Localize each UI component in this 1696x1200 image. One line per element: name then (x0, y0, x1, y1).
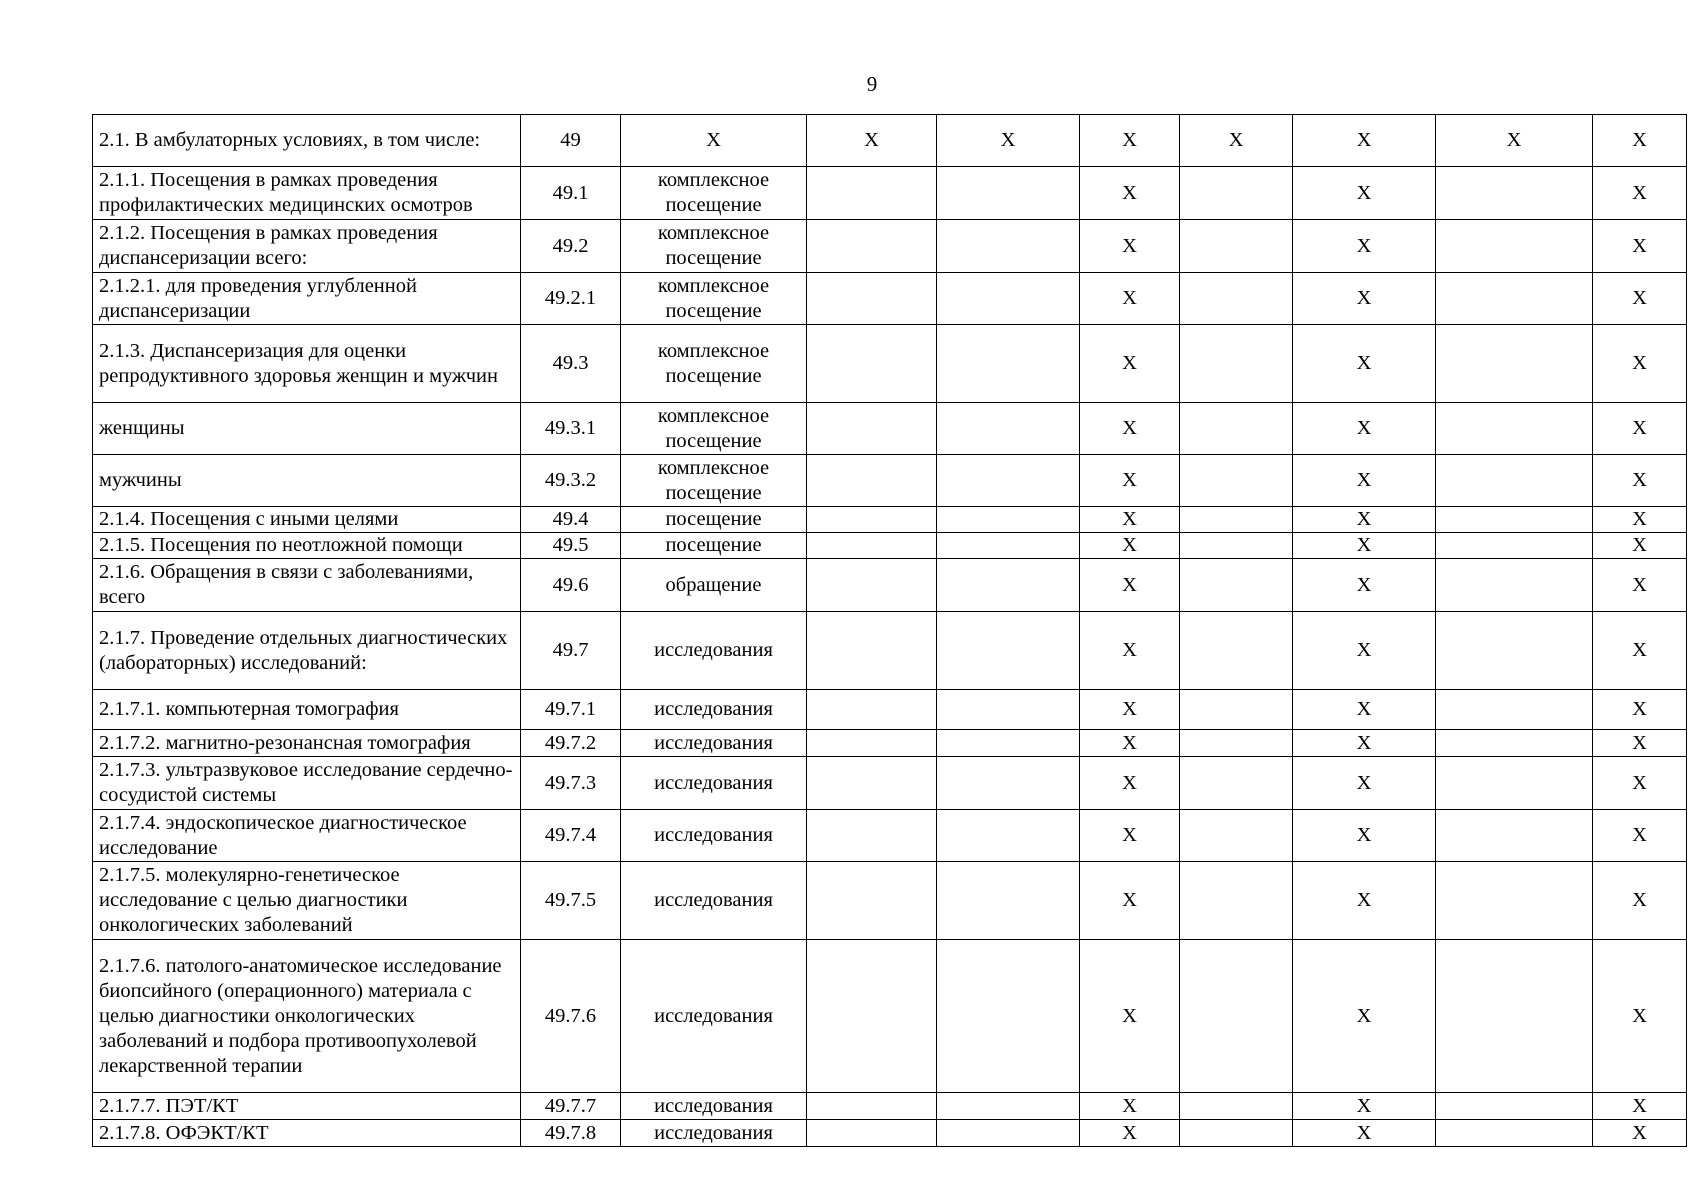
cell-c10: Х (1593, 220, 1687, 273)
cell-c8: Х (1293, 325, 1436, 403)
cell-c9 (1436, 690, 1593, 730)
cell-c5 (937, 220, 1080, 273)
cell-c7 (1180, 1120, 1293, 1147)
cell-c5 (937, 940, 1080, 1093)
cell-num: 49.1 (521, 167, 621, 220)
cell-c6: Х (1080, 690, 1180, 730)
cell-label: 2.1.6. Обращения в связи с заболеваниями, всего (93, 559, 521, 612)
cell-c8: Х (1293, 559, 1436, 612)
cell-c4 (807, 1120, 937, 1147)
cell-c10: Х (1593, 167, 1687, 220)
cell-c8: Х (1293, 115, 1436, 167)
cell-c8: Х (1293, 612, 1436, 690)
cell-c5: Х (937, 115, 1080, 167)
cell-c6: Х (1080, 810, 1180, 862)
cell-label: 2.1.5. Посещения по неотложной помощи (93, 533, 521, 559)
cell-c10: Х (1593, 612, 1687, 690)
cell-c9: Х (1436, 115, 1593, 167)
cell-c8: Х (1293, 690, 1436, 730)
cell-num: 49 (521, 115, 621, 167)
cell-label: 2.1.1. Посещения в рамках проведения профилактических медицинских осмотров (93, 167, 521, 220)
cell-num: 49.7.4 (521, 810, 621, 862)
cell-c6: Х (1080, 167, 1180, 220)
cell-c4 (807, 1093, 937, 1120)
cell-c7 (1180, 220, 1293, 273)
cell-c5 (937, 1120, 1080, 1147)
cell-unit: обращение (621, 559, 807, 612)
table-row (93, 273, 1687, 325)
cell-c8: Х (1293, 1120, 1436, 1147)
table-row (93, 810, 1687, 862)
cell-label: 2.1.7.1. компьютерная томография (93, 690, 521, 730)
cell-label: 2.1.7.5. молекулярно-генетическое исследование с целью диагностики онкологических заболеваний (93, 862, 521, 940)
cell-num: 49.2 (521, 220, 621, 273)
cell-c10: Х (1593, 325, 1687, 403)
cell-label: 2.1.2. Посещения в рамках проведения диспансеризации всего: (93, 220, 521, 273)
cell-c7 (1180, 730, 1293, 757)
cell-unit: комплексное посещение (621, 325, 807, 403)
cell-c4 (807, 325, 937, 403)
cell-c10: Х (1593, 862, 1687, 940)
cell-c4 (807, 940, 937, 1093)
cell-c7 (1180, 533, 1293, 559)
cell-c9 (1436, 507, 1593, 533)
cell-c8: Х (1293, 533, 1436, 559)
cell-c9 (1436, 612, 1593, 690)
cell-c6: Х (1080, 862, 1180, 940)
table-row (93, 559, 1687, 612)
cell-c5 (937, 862, 1080, 940)
cell-num: 49.7.7 (521, 1093, 621, 1120)
cell-c7 (1180, 167, 1293, 220)
cell-c4 (807, 690, 937, 730)
cell-c10: Х (1593, 507, 1687, 533)
cell-c5 (937, 730, 1080, 757)
cell-c4 (807, 403, 937, 455)
cell-unit: исследования (621, 757, 807, 810)
cell-c5 (937, 810, 1080, 862)
cell-num: 49.3 (521, 325, 621, 403)
cell-c6: Х (1080, 1093, 1180, 1120)
cell-label: 2.1.7.2. магнитно-резонансная томография (93, 730, 521, 757)
cell-c4: Х (807, 115, 937, 167)
cell-c9 (1436, 862, 1593, 940)
cell-c8: Х (1293, 507, 1436, 533)
cell-label: 2.1.2.1. для проведения углубленной диспансеризации (93, 273, 521, 325)
cell-c4 (807, 559, 937, 612)
cell-label: мужчины (93, 455, 521, 507)
table-row (93, 325, 1687, 403)
cell-label: 2.1.7.8. ОФЭКТ/КТ (93, 1120, 521, 1147)
cell-c5 (937, 559, 1080, 612)
cell-c6: Х (1080, 325, 1180, 403)
cell-c4 (807, 862, 937, 940)
cell-c7: Х (1180, 115, 1293, 167)
cell-c5 (937, 1093, 1080, 1120)
cell-c6: Х (1080, 220, 1180, 273)
cell-c7 (1180, 403, 1293, 455)
cell-unit: исследования (621, 940, 807, 1093)
table-row (93, 403, 1687, 455)
indicators-table (92, 114, 1687, 1147)
cell-c8: Х (1293, 730, 1436, 757)
cell-c4 (807, 167, 937, 220)
cell-c10: Х (1593, 455, 1687, 507)
cell-c8: Х (1293, 167, 1436, 220)
table-row (93, 455, 1687, 507)
cell-num: 49.5 (521, 533, 621, 559)
cell-c5 (937, 690, 1080, 730)
cell-unit: комплексное посещение (621, 403, 807, 455)
cell-c6: Х (1080, 757, 1180, 810)
cell-c9 (1436, 220, 1593, 273)
cell-label: 2.1.4. Посещения с иными целями (93, 507, 521, 533)
cell-c10: Х (1593, 690, 1687, 730)
cell-c8: Х (1293, 862, 1436, 940)
cell-c9 (1436, 559, 1593, 612)
cell-num: 49.7.1 (521, 690, 621, 730)
cell-c5 (937, 273, 1080, 325)
cell-num: 49.7.2 (521, 730, 621, 757)
cell-num: 49.4 (521, 507, 621, 533)
cell-c8: Х (1293, 455, 1436, 507)
cell-c5 (937, 533, 1080, 559)
table-row (93, 757, 1687, 810)
cell-c10: Х (1593, 1093, 1687, 1120)
cell-num: 49.6 (521, 559, 621, 612)
table-row (93, 533, 1687, 559)
cell-c4 (807, 612, 937, 690)
table-row (93, 1093, 1687, 1120)
cell-c10: Х (1593, 115, 1687, 167)
cell-c7 (1180, 940, 1293, 1093)
cell-num: 49.3.1 (521, 403, 621, 455)
cell-c10: Х (1593, 730, 1687, 757)
table-row (93, 940, 1687, 1093)
cell-c7 (1180, 690, 1293, 730)
cell-c8: Х (1293, 940, 1436, 1093)
cell-num: 49.7.5 (521, 862, 621, 940)
table-row (93, 167, 1687, 220)
cell-unit: комплексное посещение (621, 167, 807, 220)
cell-unit: исследования (621, 612, 807, 690)
cell-c8: Х (1293, 403, 1436, 455)
cell-c10: Х (1593, 533, 1687, 559)
cell-unit: исследования (621, 1120, 807, 1147)
cell-c9 (1436, 455, 1593, 507)
cell-c4 (807, 757, 937, 810)
cell-c6: Х (1080, 533, 1180, 559)
cell-c4 (807, 730, 937, 757)
cell-c4 (807, 507, 937, 533)
cell-num: 49.7.6 (521, 940, 621, 1093)
cell-c7 (1180, 455, 1293, 507)
cell-c5 (937, 507, 1080, 533)
cell-unit: комплексное посещение (621, 273, 807, 325)
cell-label: женщины (93, 403, 521, 455)
cell-unit: исследования (621, 730, 807, 757)
table-row (93, 862, 1687, 940)
cell-c8: Х (1293, 220, 1436, 273)
cell-c6: Х (1080, 940, 1180, 1093)
cell-c7 (1180, 1093, 1293, 1120)
cell-c4 (807, 273, 937, 325)
cell-c9 (1436, 810, 1593, 862)
cell-c7 (1180, 559, 1293, 612)
cell-c9 (1436, 1093, 1593, 1120)
cell-c6: Х (1080, 559, 1180, 612)
cell-c10: Х (1593, 757, 1687, 810)
cell-c6: Х (1080, 455, 1180, 507)
cell-c9 (1436, 273, 1593, 325)
cell-c9 (1436, 325, 1593, 403)
cell-c9 (1436, 730, 1593, 757)
table-row (93, 115, 1687, 167)
cell-unit: комплексное посещение (621, 220, 807, 273)
cell-label: 2.1. В амбулаторных условиях, в том числе: (93, 115, 521, 167)
cell-num: 49.7 (521, 612, 621, 690)
cell-c9 (1436, 1120, 1593, 1147)
cell-unit: исследования (621, 1093, 807, 1120)
cell-c10: Х (1593, 940, 1687, 1093)
cell-unit: посещение (621, 507, 807, 533)
cell-label: 2.1.7.4. эндоскопическое диагностическое исследование (93, 810, 521, 862)
cell-c7 (1180, 757, 1293, 810)
cell-unit: исследования (621, 862, 807, 940)
table-row (93, 612, 1687, 690)
cell-c7 (1180, 810, 1293, 862)
table-row (93, 690, 1687, 730)
cell-c4 (807, 455, 937, 507)
cell-c6: Х (1080, 730, 1180, 757)
cell-c7 (1180, 273, 1293, 325)
cell-c4 (807, 810, 937, 862)
cell-c5 (937, 612, 1080, 690)
page-number: 9 (866, 72, 878, 96)
cell-num: 49.3.2 (521, 455, 621, 507)
cell-c10: Х (1593, 810, 1687, 862)
cell-c5 (937, 757, 1080, 810)
cell-c8: Х (1293, 273, 1436, 325)
cell-num: 49.2.1 (521, 273, 621, 325)
cell-num: 49.7.8 (521, 1120, 621, 1147)
cell-c8: Х (1293, 1093, 1436, 1120)
cell-num: 49.7.3 (521, 757, 621, 810)
cell-unit: Х (621, 115, 807, 167)
table-row (93, 220, 1687, 273)
cell-c7 (1180, 862, 1293, 940)
cell-c6: Х (1080, 403, 1180, 455)
cell-c9 (1436, 403, 1593, 455)
cell-c5 (937, 325, 1080, 403)
table-body (93, 115, 1687, 1147)
cell-c10: Х (1593, 559, 1687, 612)
cell-c6: Х (1080, 1120, 1180, 1147)
cell-c5 (937, 455, 1080, 507)
cell-label: 2.1.7.7. ПЭТ/КТ (93, 1093, 521, 1120)
cell-c10: Х (1593, 273, 1687, 325)
cell-c9 (1436, 757, 1593, 810)
cell-c6: Х (1080, 273, 1180, 325)
cell-unit: исследования (621, 810, 807, 862)
cell-label: 2.1.7.6. патолого-анатомическое исследование биопсийного (операционного) материала с целью диагностики онкологических заболеваний и подбора противоопухолевой лекарственной терапии (93, 940, 521, 1093)
cell-c5 (937, 403, 1080, 455)
cell-c8: Х (1293, 810, 1436, 862)
cell-unit: исследования (621, 690, 807, 730)
cell-c4 (807, 220, 937, 273)
cell-c10: Х (1593, 1120, 1687, 1147)
cell-c8: Х (1293, 757, 1436, 810)
cell-unit: посещение (621, 533, 807, 559)
cell-c5 (937, 167, 1080, 220)
cell-label: 2.1.3. Диспансеризация для оценки репродуктивного здоровья женщин и мужчин (93, 325, 521, 403)
cell-label: 2.1.7.3. ультразвуковое исследование сердечно-сосудистой системы (93, 757, 521, 810)
cell-c9 (1436, 167, 1593, 220)
table-row (93, 507, 1687, 533)
cell-c9 (1436, 533, 1593, 559)
cell-c6: Х (1080, 507, 1180, 533)
cell-c6: Х (1080, 612, 1180, 690)
cell-label: 2.1.7. Проведение отдельных диагностических (лабораторных) исследований: (93, 612, 521, 690)
cell-c6: Х (1080, 115, 1180, 167)
cell-c4 (807, 533, 937, 559)
cell-c7 (1180, 325, 1293, 403)
cell-c7 (1180, 507, 1293, 533)
table-row (93, 1120, 1687, 1147)
cell-unit: комплексное посещение (621, 455, 807, 507)
cell-c7 (1180, 612, 1293, 690)
cell-c9 (1436, 940, 1593, 1093)
table-row (93, 730, 1687, 757)
cell-c10: Х (1593, 403, 1687, 455)
